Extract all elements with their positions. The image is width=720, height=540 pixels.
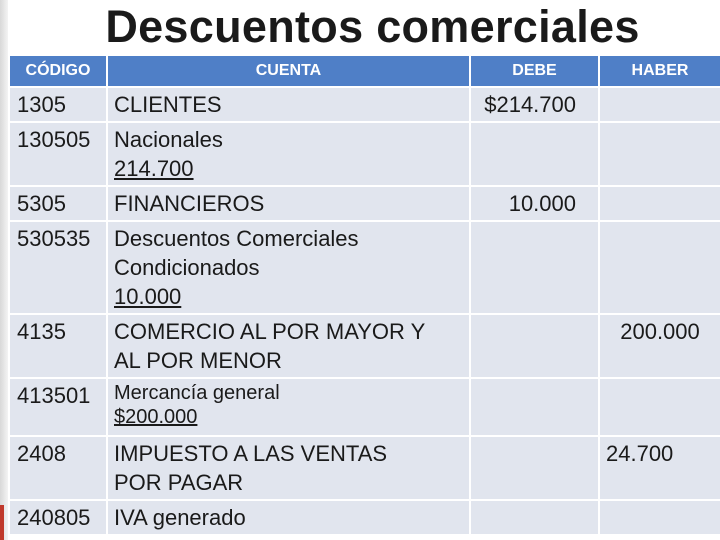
table-row bbox=[9, 436, 720, 500]
page-title: Descuentos comerciales bbox=[105, 1, 640, 52]
cell-debe bbox=[470, 500, 599, 535]
cell-haber bbox=[599, 500, 720, 535]
table-row bbox=[9, 500, 720, 535]
cell-codigo: 530535 bbox=[9, 221, 107, 314]
cuenta-subvalue: $200.000 bbox=[114, 406, 198, 428]
cell-cuenta bbox=[107, 378, 470, 436]
cell-codigo: 4135 bbox=[9, 314, 107, 378]
cell-cuenta: CLIENTES bbox=[107, 87, 470, 122]
cell-debe bbox=[470, 436, 599, 500]
cuenta-name: Mercancía general bbox=[114, 382, 280, 404]
table-row bbox=[9, 378, 720, 436]
table-header-row bbox=[9, 55, 720, 87]
header-debe: DEBE bbox=[470, 55, 599, 87]
cuenta-subvalue: 214.700 bbox=[114, 156, 194, 181]
header-cuenta: CUENTA bbox=[107, 55, 470, 87]
cell-codigo: 130505 bbox=[9, 122, 107, 186]
slide-accent-bar bbox=[0, 505, 4, 540]
cell-cuenta bbox=[107, 436, 470, 500]
cell-cuenta bbox=[107, 221, 470, 314]
slide-left-edge bbox=[0, 0, 8, 540]
cell-codigo: 2408 bbox=[9, 436, 107, 500]
cell-debe bbox=[470, 314, 599, 378]
table-row bbox=[9, 186, 720, 221]
cell-haber bbox=[599, 378, 720, 436]
cell-haber bbox=[599, 221, 720, 314]
header-codigo: CÓDIGO bbox=[9, 55, 107, 87]
cell-debe bbox=[470, 378, 599, 436]
cell-codigo: 240805 bbox=[9, 500, 107, 535]
cell-cuenta bbox=[107, 314, 470, 378]
cell-debe bbox=[470, 221, 599, 314]
cuenta-name: IMPUESTO A LAS VENTAS bbox=[114, 441, 388, 466]
cell-haber: 24.700 bbox=[599, 436, 720, 500]
cuenta-name: Descuentos Comerciales bbox=[114, 226, 359, 251]
table-row bbox=[9, 122, 720, 186]
cell-cuenta bbox=[107, 122, 470, 186]
cell-debe bbox=[470, 122, 599, 186]
cell-cuenta: FINANCIEROS bbox=[107, 186, 470, 221]
cuenta-name-line2: AL POR MENOR bbox=[114, 348, 282, 373]
cuenta-subvalue: 10.000 bbox=[114, 284, 182, 309]
header-haber: HABER bbox=[599, 55, 720, 87]
cell-codigo: 1305 bbox=[9, 87, 107, 122]
cuenta-name: Nacionales bbox=[114, 127, 223, 152]
cell-debe: $214.700 bbox=[470, 87, 599, 122]
cell-codigo: 5305 bbox=[9, 186, 107, 221]
cell-codigo: 413501 bbox=[9, 378, 107, 436]
cell-haber bbox=[599, 186, 720, 221]
cell-haber bbox=[599, 87, 720, 122]
cuenta-name: COMERCIO AL POR MAYOR Y bbox=[114, 319, 426, 344]
cell-cuenta: IVA generado bbox=[107, 500, 470, 535]
table-row bbox=[9, 221, 720, 314]
table-row bbox=[9, 314, 720, 378]
cell-debe: 10.000 bbox=[470, 186, 599, 221]
cuenta-name-line2: Condicionados bbox=[114, 255, 260, 280]
table-row bbox=[9, 87, 720, 122]
cell-haber bbox=[599, 122, 720, 186]
cuenta-name-line2: POR PAGAR bbox=[114, 470, 244, 495]
journal-entry-table bbox=[8, 54, 720, 536]
cell-haber: 200.000 bbox=[599, 314, 720, 378]
